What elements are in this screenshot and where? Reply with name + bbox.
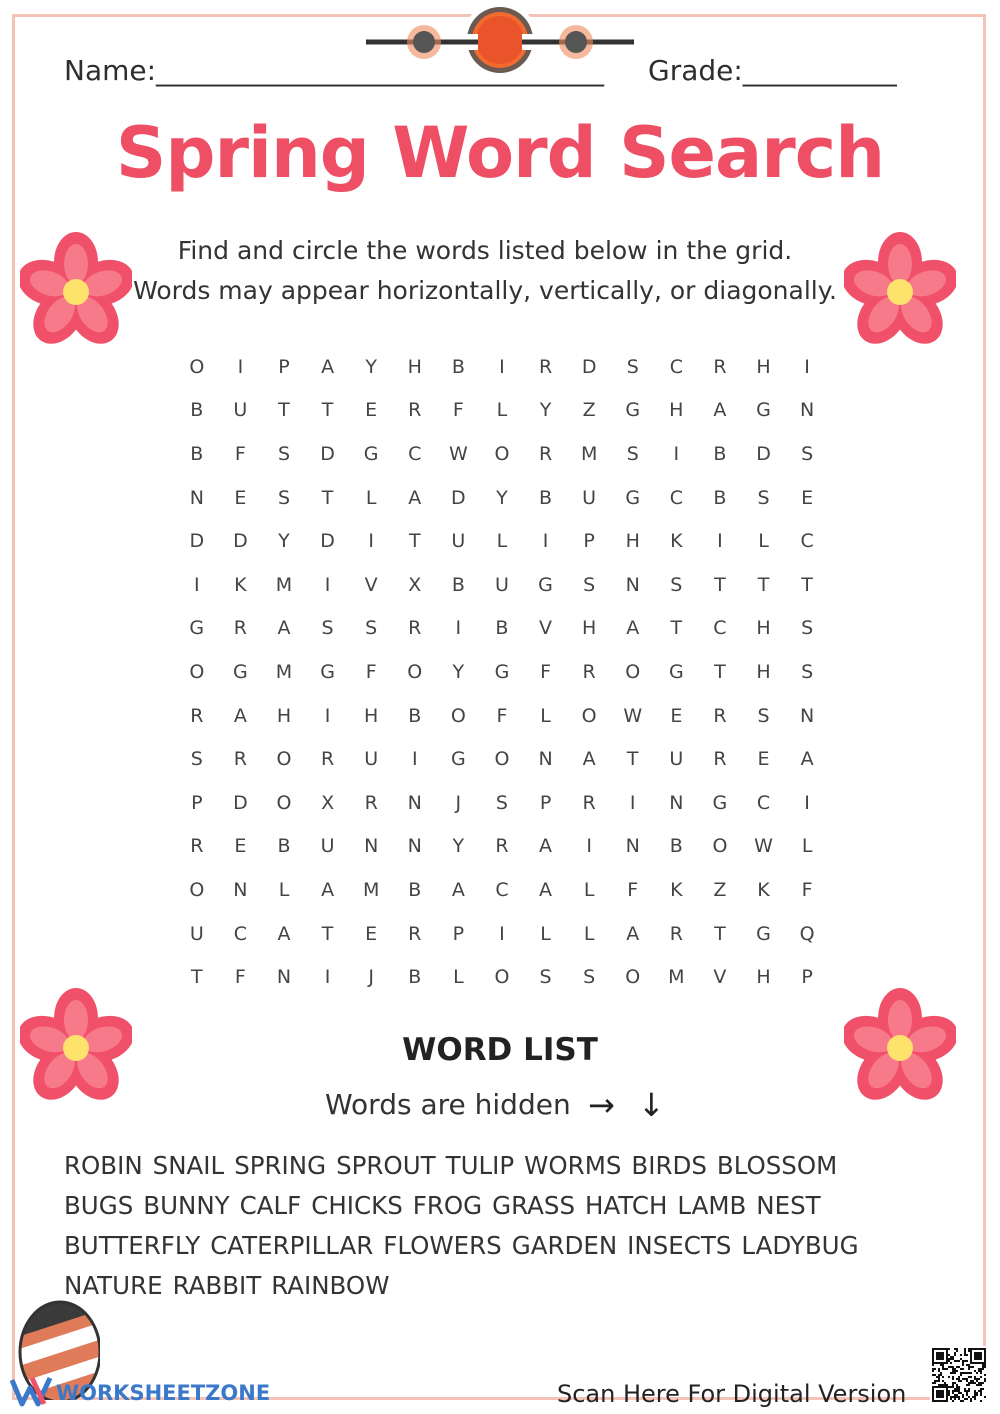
grid-letter[interactable]: X: [321, 791, 335, 814]
grid-letter[interactable]: M: [275, 660, 293, 683]
grid-letter[interactable]: L: [583, 878, 595, 901]
word-item: BIRDS: [631, 1151, 707, 1180]
grid-letter[interactable]: A: [321, 355, 335, 378]
word-item: TULIP: [445, 1151, 515, 1180]
grid-letter[interactable]: B: [190, 442, 204, 465]
grid-letter[interactable]: C: [713, 617, 727, 640]
grid-letter[interactable]: O: [276, 748, 292, 771]
grid-letter[interactable]: O: [625, 966, 641, 989]
grid-letter[interactable]: W: [448, 442, 468, 465]
word-list-line: [64, 1146, 869, 1186]
grid-letter[interactable]: N: [669, 791, 684, 814]
grid-letter[interactable]: R: [364, 791, 378, 814]
grid-letter[interactable]: A: [451, 878, 465, 901]
grid-letter[interactable]: Z: [582, 399, 596, 422]
grid-letter[interactable]: F: [234, 966, 246, 989]
grid-letter[interactable]: U: [233, 399, 248, 422]
grid-letter[interactable]: E: [234, 486, 247, 509]
scan-text: Scan Here For Digital Version: [557, 1380, 907, 1408]
grid-letter[interactable]: O: [712, 835, 728, 858]
grid-letter[interactable]: G: [450, 748, 466, 771]
grid-letter[interactable]: R: [408, 922, 422, 945]
grid-letter[interactable]: I: [542, 530, 549, 553]
grid-letter[interactable]: B: [408, 704, 422, 727]
grid-letter[interactable]: G: [625, 486, 641, 509]
grid-letter[interactable]: S: [583, 573, 596, 596]
grid-letter[interactable]: D: [320, 442, 335, 465]
grid-letter[interactable]: B: [451, 355, 465, 378]
grid-letter[interactable]: N: [538, 748, 553, 771]
grid-letter[interactable]: C: [669, 355, 683, 378]
arrow-right-icon: →: [588, 1086, 615, 1124]
grid-letter[interactable]: Y: [539, 399, 552, 422]
grid-letter[interactable]: H: [625, 530, 640, 553]
grid-letter[interactable]: V: [364, 573, 378, 596]
grid-letter[interactable]: I: [717, 530, 723, 553]
grid-letter[interactable]: R: [190, 835, 204, 858]
grid-letter[interactable]: L: [278, 878, 290, 901]
grid-letter[interactable]: C: [669, 486, 683, 509]
grid-letter[interactable]: H: [276, 704, 292, 727]
word-item: ROBIN: [64, 1151, 143, 1180]
word-item: GRASS: [492, 1191, 576, 1220]
grid-letter[interactable]: S: [801, 617, 814, 640]
grid-letter[interactable]: O: [581, 704, 597, 727]
grid-letter[interactable]: C: [495, 878, 509, 901]
grid-letter[interactable]: L: [540, 704, 551, 727]
grid-letter[interactable]: N: [364, 835, 379, 858]
grid-letter[interactable]: O: [494, 966, 510, 989]
grid-letter[interactable]: S: [801, 442, 814, 465]
page-title: Spring Word Search: [115, 112, 885, 194]
word-list-line: [64, 1266, 869, 1306]
grid-letter[interactable]: Z: [713, 878, 727, 901]
grid-letter[interactable]: N: [407, 835, 422, 858]
grid-letter[interactable]: N: [407, 791, 422, 814]
grid-letter[interactable]: R: [582, 660, 596, 683]
grid-letter[interactable]: B: [408, 966, 422, 989]
grid-letter[interactable]: U: [582, 486, 597, 509]
grid-letter[interactable]: S: [626, 355, 639, 378]
grid-letter[interactable]: H: [407, 355, 422, 378]
grid-letter[interactable]: L: [496, 399, 508, 422]
word-item: SNAIL: [152, 1151, 225, 1180]
grade-field[interactable]: Grade:___________: [648, 54, 897, 87]
grid-letter[interactable]: T: [714, 573, 726, 596]
grid-letter[interactable]: D: [233, 530, 248, 553]
grid-letter[interactable]: U: [189, 922, 204, 945]
grid-letter[interactable]: L: [540, 922, 551, 945]
grid-letter[interactable]: I: [804, 355, 810, 378]
grid-letter[interactable]: A: [539, 835, 553, 858]
word-item: RABBIT: [172, 1271, 262, 1300]
grid-letter[interactable]: B: [451, 573, 465, 596]
grid-letter[interactable]: A: [321, 878, 335, 901]
grid-letter[interactable]: L: [453, 966, 464, 989]
name-field[interactable]: Name:________________________________: [64, 54, 605, 87]
grid-letter[interactable]: F: [801, 878, 813, 901]
grid-letter[interactable]: L: [365, 486, 377, 509]
grid-letter[interactable]: P: [801, 966, 813, 989]
word-item: CATERPILLAR: [210, 1231, 374, 1260]
grid-letter[interactable]: B: [669, 835, 683, 858]
grid-letter[interactable]: T: [714, 660, 726, 683]
grid-letter[interactable]: L: [801, 835, 813, 858]
grid-letter[interactable]: P: [278, 355, 290, 378]
word-item: SPROUT: [336, 1151, 436, 1180]
grid-letter[interactable]: B: [408, 878, 422, 901]
grid-letter[interactable]: S: [365, 617, 378, 640]
word-item: GARDEN: [511, 1231, 618, 1260]
grid-letter[interactable]: T: [321, 922, 334, 945]
grid-letter[interactable]: O: [189, 878, 205, 901]
grid-letter[interactable]: C: [800, 530, 814, 553]
grid-letter[interactable]: S: [277, 442, 291, 465]
grid-letter[interactable]: H: [364, 704, 379, 727]
word-item: WORMS: [524, 1151, 622, 1180]
grid-letter[interactable]: I: [804, 791, 810, 814]
word-item: CHICKS: [311, 1191, 403, 1220]
grid-letter[interactable]: M: [275, 573, 293, 596]
grid-letter[interactable]: G: [712, 791, 728, 814]
grid-letter[interactable]: I: [193, 573, 200, 596]
grid-letter[interactable]: D: [320, 530, 335, 553]
grid-letter[interactable]: R: [538, 355, 553, 378]
grid-letter[interactable]: R: [408, 399, 422, 422]
grid-letter[interactable]: A: [277, 922, 291, 945]
grid-letter[interactable]: S: [757, 486, 770, 509]
word-item: LAMB: [677, 1191, 747, 1220]
grid-letter[interactable]: O: [276, 791, 292, 814]
grid-letter[interactable]: K: [670, 878, 683, 901]
grid-letter[interactable]: F: [234, 442, 246, 465]
grid-letter[interactable]: T: [626, 748, 639, 771]
word-item: BUTTERFLY: [64, 1231, 201, 1260]
grid-letter[interactable]: G: [625, 399, 641, 422]
grid-letter[interactable]: G: [233, 660, 248, 683]
grid-letter[interactable]: S: [626, 442, 639, 465]
grid-letter[interactable]: O: [189, 355, 205, 378]
grid-letter[interactable]: S: [583, 966, 596, 989]
grid-letter[interactable]: M: [580, 442, 598, 465]
grid-letter[interactable]: E: [365, 399, 378, 422]
instruction-line-1: Find and circle the words listed below in the grid.: [177, 236, 793, 265]
word-item: CALF: [239, 1191, 302, 1220]
grid-letter[interactable]: T: [408, 530, 421, 553]
grid-letter[interactable]: D: [189, 530, 205, 553]
grid-letter[interactable]: G: [494, 660, 510, 683]
grid-letter[interactable]: Q: [799, 922, 815, 945]
word-list-line: [64, 1226, 869, 1266]
grid-letter[interactable]: I: [368, 530, 374, 553]
grid-letter[interactable]: D: [756, 442, 771, 465]
word-list-line: [64, 1186, 869, 1226]
grid-letter[interactable]: M: [668, 966, 685, 989]
grid-letter[interactable]: B: [495, 617, 509, 640]
word-item: LADYBUG: [741, 1231, 859, 1260]
grid-letter[interactable]: T: [670, 617, 683, 640]
grid-letter[interactable]: G: [756, 922, 771, 945]
grid-letter[interactable]: U: [364, 748, 379, 771]
grid-letter[interactable]: Y: [452, 835, 465, 858]
grid-letter[interactable]: R: [582, 791, 596, 814]
grid-letter[interactable]: S: [757, 704, 770, 727]
grid-letter[interactable]: I: [586, 835, 592, 858]
grid-letter[interactable]: L: [583, 922, 595, 945]
grid-letter[interactable]: H: [669, 399, 684, 422]
grid-letter[interactable]: R: [713, 355, 727, 378]
grid-letter[interactable]: S: [801, 660, 814, 683]
grid-letter[interactable]: E: [234, 835, 247, 858]
grid-letter[interactable]: O: [189, 660, 205, 683]
grid-letter[interactable]: T: [321, 486, 334, 509]
grid-letter[interactable]: B: [713, 486, 727, 509]
flower-icon: [20, 232, 132, 352]
grid-letter[interactable]: U: [669, 748, 684, 771]
grid-letter[interactable]: S: [670, 573, 683, 596]
grid-letter[interactable]: O: [494, 748, 510, 771]
grid-letter[interactable]: A: [713, 399, 727, 422]
grid-letter[interactable]: I: [499, 355, 505, 378]
grid-letter[interactable]: R: [538, 442, 553, 465]
grid-letter[interactable]: N: [800, 704, 815, 727]
grid-letter[interactable]: J: [368, 966, 374, 989]
grid-letter[interactable]: Y: [496, 486, 508, 509]
grid-letter[interactable]: T: [757, 573, 770, 596]
grid-letter[interactable]: F: [627, 878, 639, 901]
grid-letter[interactable]: I: [324, 966, 331, 989]
grid-letter[interactable]: F: [452, 399, 464, 422]
grid-letter[interactable]: S: [277, 486, 291, 509]
grid-letter[interactable]: A: [626, 922, 640, 945]
grid-letter[interactable]: I: [629, 791, 636, 814]
grid-letter[interactable]: H: [756, 617, 771, 640]
grid-letter[interactable]: M: [362, 878, 380, 901]
word-item: BUNNY: [143, 1191, 230, 1220]
grid-letter[interactable]: R: [669, 922, 683, 945]
grid-letter[interactable]: K: [234, 573, 247, 596]
grid-letter[interactable]: R: [713, 704, 727, 727]
grid-letter[interactable]: A: [539, 878, 553, 901]
word-item: NEST: [756, 1191, 821, 1220]
grid-letter[interactable]: R: [408, 617, 422, 640]
grid-letter[interactable]: O: [450, 704, 466, 727]
grid-letter[interactable]: B: [277, 835, 291, 858]
logo-text: WORKSHEETZONE: [56, 1381, 271, 1405]
grid-letter[interactable]: F: [496, 704, 508, 727]
grid-letter[interactable]: P: [452, 922, 465, 945]
grid-letter[interactable]: V: [713, 966, 727, 989]
word-item: RAINBOW: [271, 1271, 390, 1300]
grid-letter[interactable]: X: [408, 573, 422, 596]
grid-letter[interactable]: P: [539, 791, 552, 814]
grid-letter[interactable]: R: [320, 748, 335, 771]
grid-letter[interactable]: W: [623, 704, 643, 727]
grid-letter[interactable]: W: [754, 835, 773, 858]
grid-letter[interactable]: N: [276, 966, 292, 989]
grid-letter[interactable]: G: [668, 660, 684, 683]
grid-letter[interactable]: H: [581, 617, 597, 640]
instruction-line-2: Words may appear horizontally, vertically, or diagonally.: [133, 276, 837, 305]
grid-letter[interactable]: Y: [278, 530, 290, 553]
grid-letter[interactable]: L: [758, 530, 769, 553]
grid-letter[interactable]: F: [365, 660, 377, 683]
grid-letter[interactable]: O: [494, 442, 510, 465]
grid-letter[interactable]: G: [189, 617, 205, 640]
grid-letter[interactable]: O: [625, 660, 641, 683]
grid-letter[interactable]: H: [756, 966, 771, 989]
grid-letter[interactable]: R: [713, 748, 727, 771]
word-list-title: WORD LIST: [402, 1032, 598, 1068]
grid-letter[interactable]: I: [324, 704, 331, 727]
grid-letter[interactable]: S: [539, 966, 552, 989]
grid-letter[interactable]: A: [277, 617, 291, 640]
grid-letter[interactable]: U: [320, 835, 335, 858]
grid-letter[interactable]: I: [673, 442, 680, 465]
grid-letter[interactable]: N: [625, 835, 640, 858]
grid-letter[interactable]: C: [408, 442, 422, 465]
grid-letter[interactable]: E: [365, 922, 378, 945]
word-item: BUGS: [64, 1191, 134, 1220]
grid-letter[interactable]: L: [496, 530, 508, 553]
grid-letter[interactable]: P: [583, 530, 595, 553]
grid-letter[interactable]: N: [625, 573, 640, 596]
grid-letter[interactable]: G: [756, 399, 771, 422]
grid-letter[interactable]: V: [539, 617, 553, 640]
grid-letter[interactable]: B: [190, 399, 204, 422]
grid-letter[interactable]: N: [189, 486, 204, 509]
grid-letter[interactable]: K: [757, 878, 770, 901]
grid-letter[interactable]: R: [190, 704, 204, 727]
arrow-down-icon: ↓: [638, 1086, 665, 1124]
grid-letter[interactable]: E: [801, 486, 814, 509]
grid-letter[interactable]: H: [756, 660, 771, 683]
grid-letter[interactable]: G: [538, 573, 553, 596]
flower-icon: [844, 232, 956, 352]
grid-letter[interactable]: J: [455, 791, 462, 814]
grid-letter[interactable]: E: [757, 748, 770, 771]
grid-letter[interactable]: N: [800, 399, 815, 422]
grid-letter[interactable]: B: [539, 486, 553, 509]
grid-letter[interactable]: G: [320, 660, 335, 683]
grid-letter[interactable]: A: [582, 748, 596, 771]
grid-letter[interactable]: S: [495, 791, 508, 814]
grid-letter[interactable]: Y: [365, 355, 377, 378]
grid-letter[interactable]: A: [800, 748, 814, 771]
grid-letter[interactable]: C: [756, 791, 771, 814]
grid-letter[interactable]: C: [233, 922, 248, 945]
grid-letter[interactable]: D: [581, 355, 597, 378]
grid-letter[interactable]: T: [278, 399, 290, 422]
grid-letter[interactable]: S: [321, 617, 334, 640]
grid-letter[interactable]: E: [670, 704, 683, 727]
word-item: BLOSSOM: [716, 1151, 838, 1180]
grid-letter[interactable]: G: [363, 442, 379, 465]
word-item: HATCH: [585, 1191, 668, 1220]
grid-letter[interactable]: T: [190, 966, 203, 989]
grid-letter[interactable]: N: [233, 878, 248, 901]
grid-letter[interactable]: T: [714, 922, 726, 945]
grid-letter[interactable]: B: [713, 442, 727, 465]
word-item: SPRING: [234, 1151, 327, 1180]
word-item: NATURE: [64, 1271, 163, 1300]
grid-letter[interactable]: T: [801, 573, 813, 596]
grid-letter[interactable]: P: [191, 791, 203, 814]
grid-letter[interactable]: S: [190, 748, 203, 771]
grid-letter[interactable]: H: [756, 355, 771, 378]
grid-letter[interactable]: I: [324, 573, 331, 596]
grid-letter[interactable]: Y: [452, 660, 465, 683]
grid-letter[interactable]: R: [233, 748, 247, 771]
grid-letter[interactable]: I: [237, 355, 244, 378]
word-item: FLOWERS: [383, 1231, 502, 1260]
grid-letter[interactable]: U: [494, 573, 509, 596]
qr-code-icon[interactable]: [930, 1346, 988, 1404]
grid-letter[interactable]: R: [233, 617, 247, 640]
grid-letter[interactable]: F: [540, 660, 552, 683]
word-item: FROG: [412, 1191, 483, 1220]
grid-letter[interactable]: O: [407, 660, 423, 683]
word-list-subtitle: Words are hidden: [325, 1088, 571, 1121]
grid-letter[interactable]: R: [495, 835, 509, 858]
grid-letter[interactable]: U: [451, 530, 466, 553]
grid-letter[interactable]: I: [455, 617, 462, 640]
grid-letter[interactable]: A: [233, 704, 247, 727]
word-list: [64, 1146, 869, 1306]
word-item: INSECTS: [627, 1231, 732, 1260]
grid-letter[interactable]: D: [451, 486, 466, 509]
grid-letter[interactable]: I: [411, 748, 418, 771]
grid-letter[interactable]: I: [499, 922, 505, 945]
grid-letter[interactable]: T: [321, 399, 334, 422]
grid-letter[interactable]: D: [233, 791, 248, 814]
grid-letter[interactable]: A: [408, 486, 422, 509]
grid-letter[interactable]: K: [670, 530, 683, 553]
grid-letter[interactable]: A: [626, 617, 640, 640]
word-search-grid: [175, 345, 829, 999]
